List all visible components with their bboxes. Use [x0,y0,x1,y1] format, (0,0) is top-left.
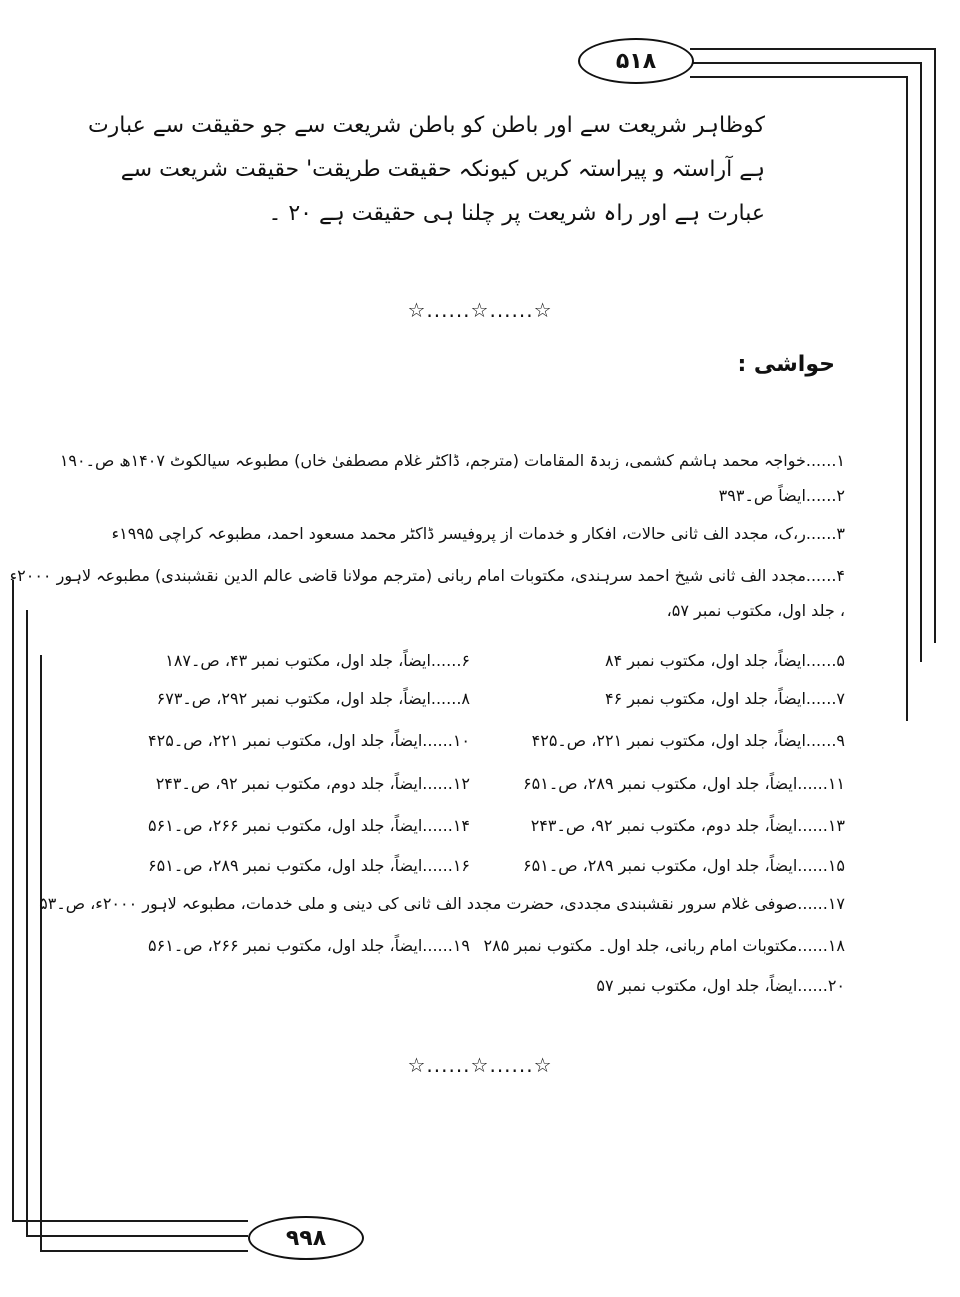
frame-right-line-3 [906,76,908,721]
header-page-number-text: ۵۱۸ [615,48,657,74]
footnote-4-continued: ، جلد اول، مکتوب نمبر ۵۷، [666,601,845,620]
footnote-14: ۱۴......ایضاً، جلد اول، مکتوب نمبر ۲۶۶، ص۔۵۶۱ [148,816,470,835]
footnote-5: ۵......ایضاً، جلد اول، مکتوب نمبر ۸۴ [604,651,845,670]
footnote-12: ۱۲......ایضاً، جلد دوم، مکتوب نمبر ۹۲، ص۔۲۴۳ [155,774,470,793]
frame-bottom-line-3 [40,1250,248,1252]
footnote-18: ۱۸......مکتوبات امام ربانی، جلد اول۔ مکتوب نمبر ۲۸۵ [483,936,845,955]
frame-left-line-2 [26,610,28,1235]
footnote-17: ۱۷......صوفی غلام سرور نقشبندی مجددی، حضرت مجدد الف ثانی کی دینی و ملی خدمات، مطبوعہ لاہور ۲۰۰۰ء، ص۔۵۳ [39,894,845,913]
footnote-7: ۷......ایضاً، جلد اول، مکتوب نمبر ۴۶ [604,689,845,708]
header-page-number [578,38,694,84]
footnote-10: ۱۰......ایضاً، جلد اول، مکتوب نمبر ۲۲۱، ص۔۴۲۵ [148,731,470,750]
frame-left-line-3 [40,655,42,1250]
body-line-2: ہے آراستہ و پیراستہ کریں کیونکہ حقیقت طریقت' حقیقت شریعت سے [120,157,765,182]
footer-page-number-text: ۹۹۸ [285,1225,327,1251]
body-line-1: کوظاہر شریعت سے اور باطن کو باطن شریعت سے جو حقیقت سے عبارت [87,113,765,138]
footnote-9: ۹......ایضاً، جلد اول، مکتوب نمبر ۲۲۱، ص۔۴۲۵ [531,731,845,750]
footnote-8: ۸......ایضاً، جلد اول، مکتوب نمبر ۲۹۲، ص۔۶۷۳ [156,689,470,708]
separator-top: ☆......☆......☆ [407,298,553,322]
frame-right-line-1 [934,48,936,643]
footnote-20: ۲۰......ایضاً، جلد اول، مکتوب نمبر ۵۷ [596,976,845,995]
footnote-11: ۱۱......ایضاً، جلد اول، مکتوب نمبر ۲۸۹، ص۔۶۵۱ [523,774,845,793]
separator-bottom: ☆......☆......☆ [407,1053,553,1077]
footnote-4: ۴......مجدد الف ثانی شیخ احمد سرہندی، مکتوبات امام ربانی (مترجم مولانا قاضی عالم الدین نقشبندی) مطبوعہ لاہور ۲۰۰۰ء [9,566,845,585]
footnote-13: ۱۳......ایضاً، جلد دوم، مکتوب نمبر ۹۲، ص۔۲۴۳ [530,816,845,835]
frame-left-line-1 [12,580,14,1220]
footnote-15: ۱۵......ایضاً، جلد اول، مکتوب نمبر ۲۸۹، ص۔۶۵۱ [523,856,845,875]
footnote-19: ۱۹......ایضاً، جلد اول، مکتوب نمبر ۲۶۶، ص۔۵۶۱ [148,936,470,955]
footnote-3: ۳......ر،ک، مجدد الف ثانی حالات، افکار و خدمات از پروفیسر ڈاکٹر محمد مسعود احمد، مطبوعہ کراچی ۱۹۹۵ء [111,524,845,543]
frame-bottom-line-1 [12,1220,248,1222]
footnote-2: ۲......ایضاً ص۔۳۹۳ [718,486,845,505]
frame-bottom-line-2 [26,1235,248,1237]
body-paragraph [87,104,765,236]
notes-heading: حواشی : [737,352,835,377]
body-line-3: عبارت ہے اور راہ شریعت پر چلنا ہی حقیقت ہے ۲۰ ۔ [268,201,765,226]
footnote-1: ۱......خواجہ محمد ہاشم کشمی، زبدۃ المقامات (مترجم، ڈاکٹر غلام مصطفیٰ خاں) مطبوعہ سیالکوٹ ۱۴۰۷ھ ص۔۱۹۰ [59,451,845,470]
frame-top-line-2 [690,62,922,64]
footnote-6: ۶......ایضاً، جلد اول، مکتوب نمبر ۴۳، ص۔۱۸۷ [165,651,470,670]
footer-page-number [248,1216,364,1260]
frame-top-line-1 [690,48,936,50]
frame-right-line-2 [920,62,922,662]
frame-top-line-3 [690,76,908,78]
footnote-16: ۱۶......ایضاً، جلد اول، مکتوب نمبر ۲۸۹، ص۔۶۵۱ [148,856,470,875]
